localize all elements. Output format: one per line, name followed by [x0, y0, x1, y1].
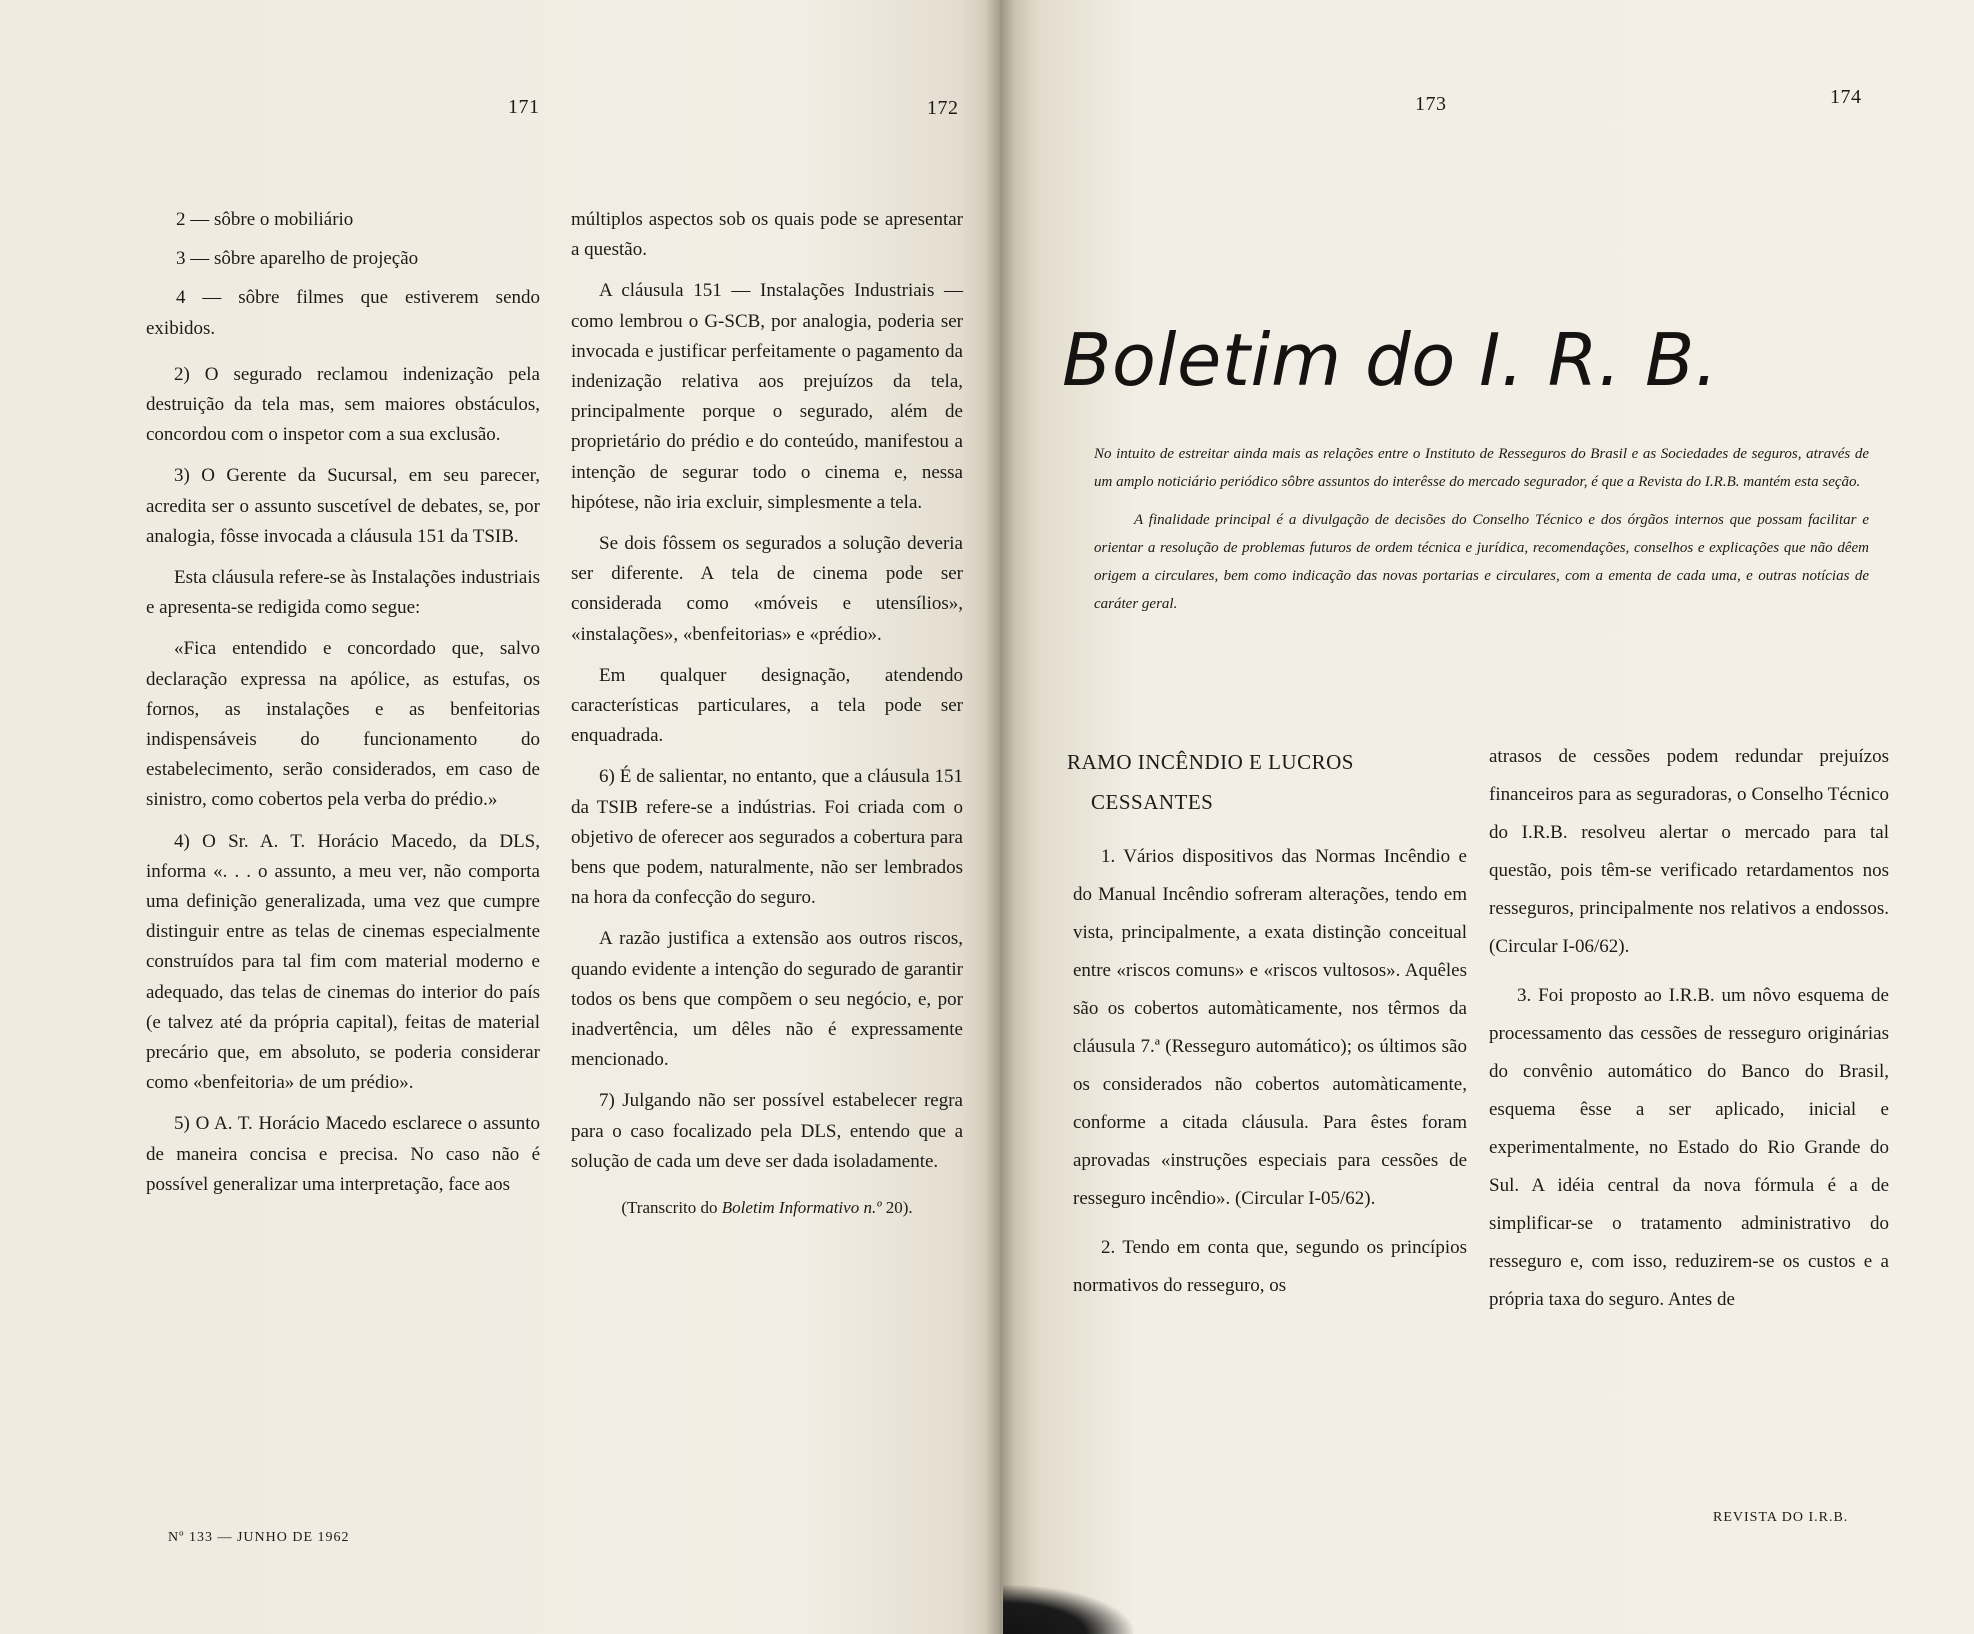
source-note-suffix: 20). — [881, 1198, 913, 1218]
page-174-column — [1489, 738, 1889, 1330]
paragraph: atrasos de cessões podem redundar prejuízos financeiros para as seguradoras, o Conselho Técnico do I.R.B. resolveu alertar o mercado para tal questão, pois têm-se verificado retardamentos nos resseguros, principalmente nos relativos a endossos. (Circular I-06/62). — [1489, 746, 1889, 957]
boletim-title: Boletim do I. R. B. — [1062, 318, 1719, 402]
paragraph: Em qualquer designação, atendendo características particulares, a tela pode ser enquadrada. — [571, 664, 963, 747]
source-note-title: Boletim Informativo n.º — [721, 1198, 882, 1218]
page-171-column — [146, 205, 540, 1211]
paragraph: 5) O A. T. Horácio Macedo esclarece o assunto de maneira concisa e precisa. No caso não é possível generalizar uma interpretação, face aos — [146, 1113, 540, 1195]
page-174-footer: REVISTA DO I.R.B. — [1713, 1510, 1849, 1525]
page-number-172: 172 — [927, 97, 959, 119]
list-item: 4 — sôbre filmes que estiverem sendo exibidos. — [146, 287, 540, 339]
binding-gutter — [985, 0, 1015, 1634]
list-item: 2 — sôbre o mobiliário — [176, 209, 354, 230]
scan-shadow-corner — [1003, 1585, 1133, 1634]
source-note — [571, 1193, 963, 1223]
section-heading-line2: CESSANTES — [1091, 790, 1214, 814]
paragraph: 2) O segurado reclamou indenização pela destruição da tela mas, sem maiores obstáculos, concordou com o inspetor com a sua exclusão. — [146, 363, 540, 446]
paragraph: 6) É de salientar, no entanto, que a cláusula 151 da TSIB refere-se a indústrias. Foi criada com o objetivo de oferecer aos segurados a cobertura para bens que podem, naturalmente, não ser lembrados na hora da confecção do seguro. — [571, 766, 963, 909]
paragraph: 3. Foi proposto ao I.R.B. um nôvo esquema de processamento das cessões de resseguro originárias do convênio automático do Banco do Brasil, esquema êsse a ser aplicado, inicial e experimentalmente, no Estado do Rio Grande do Sul. A idéia central da nova fórmula é a de simplificar-se o tratamento administrativo do resseguro e, com isso, reduzirem-se os custos e a própria taxa do seguro. Antes de — [1489, 985, 1889, 1310]
page-173-column — [1073, 838, 1467, 1316]
source-note-prefix: (Transcrito do — [621, 1198, 722, 1218]
intro-paragraph: A finalidade principal é a divulgação de decisões do Conselho Técnico e dos órgãos internos que possam facilitar e orientar a resolução de problemas futuros de ordem técnica e jurídica, recomendações, conselhos e explicações que não dêem origem a circulares, bem como indicação das novas portarias e circulares, com a ementa de cada uma, e outras notícias de caráter geral. — [1094, 512, 1869, 612]
paragraph: Se dois fôssem os segurados a solução deveria ser diferente. A tela de cinema pode ser considerada como «móveis e utensílios», «instalações», «benfeitorias» e «prédio». — [571, 533, 963, 645]
paragraph: 7) Julgando não ser possível estabelecer regra para o caso focalizado pela DLS, entendo que a solução de cada um deve ser dada isoladamente. — [571, 1090, 963, 1172]
paragraph: 3) O Gerente da Sucursal, em seu parecer, acredita ser o assunto suscetível de debates, se, por analogia, fôsse invocada a cláusula 151 da TSIB. — [146, 465, 540, 547]
paragraph: 2. Tendo em conta que, segundo os princípios normativos do resseguro, os — [1073, 1237, 1467, 1296]
page-171-footer: Nº 133 — JUNHO DE 1962 — [168, 1530, 350, 1545]
intro-paragraph: No intuito de estreitar ainda mais as relações entre o Instituto de Resseguros do Brasil e as Sociedades de seguros, através de um amplo noticiário periódico sôbre assuntos do interêsse do mercado segurador, é que a Revista do I.R.B. mantém esta seção. — [1094, 446, 1869, 490]
page-number-174: 174 — [1830, 86, 1862, 108]
paragraph: 4) O Sr. A. T. Horácio Macedo, da DLS, informa «. . . o assunto, a meu ver, não comporta uma definição generalizada, uma vez que cumpre distinguir entre as telas de cinemas especialmente construídos para tal fim com material moderno e adequado, das telas de cinemas do interior do país (e talvez até da própria capital), feitas de material precário que, em absoluto, se poderia considerar como «benfeitoria» de um prédio». — [146, 830, 540, 1094]
quoted-clause: «Fica entendido e concordado que, salvo declaração expressa na apólice, as estufas, os fornos, as instalações e as benfeitorias indispensáveis do funcionamento do estabelecimento, serão considerados, em caso de sinistro, como cobertos pela verba do prédio.» — [146, 638, 540, 811]
paragraph: múltiplos aspectos sob os quais pode se apresentar a questão. — [571, 209, 963, 261]
boletim-intro — [1094, 440, 1869, 628]
list-item: 3 — sôbre aparelho de projeção — [176, 248, 419, 270]
paragraph: A cláusula 151 — Instalações Industriais — como lembrou o G-SCB, por analogia, poderia ser invocada e justificar perfeitamente o pagamento da indenização relativa aos prejuízos da tela, principalmente porque o segurado, além de proprietário do prédio e do conteúdo, manifestou a intenção de segurar todo o cinema e, nessa hipótese, não iria excluir, simplesmente a tela. — [571, 280, 963, 513]
paragraph: Esta cláusula refere-se às Instalações industriais e apresenta-se redigida como segue: — [146, 567, 540, 619]
paragraph: A razão justifica a extensão aos outros riscos, quando evidente a intenção do segurado de garantir todos os bens que compõem o seu negócio, e, por inadvertência, um dêles não é expressamente mencionado. — [571, 928, 963, 1071]
paragraph: 1. Vários dispositivos das Normas Incêndio e do Manual Incêndio sofreram alterações, tendo em vista, principalmente, a exata distinção conceitual entre «riscos comuns» e «riscos vultosos». Aquêles são os cobertos automàticamente, nos têrmos da cláusula 7.ª (Resseguro automático); os últimos são os considerados não cobertos automàticamente, conforme a citada cláusula. Para êstes foram aprovadas «instruções especiais para cessões de resseguro incêndio». (Circular I-05/62). — [1073, 846, 1467, 1209]
page-number-171: 171 — [508, 96, 540, 118]
page-172-column — [571, 205, 963, 1234]
page-number-173: 173 — [1415, 93, 1447, 115]
section-heading — [1067, 742, 1457, 822]
section-heading-line1: RAMO INCÊNDIO E LUCROS — [1067, 750, 1354, 774]
